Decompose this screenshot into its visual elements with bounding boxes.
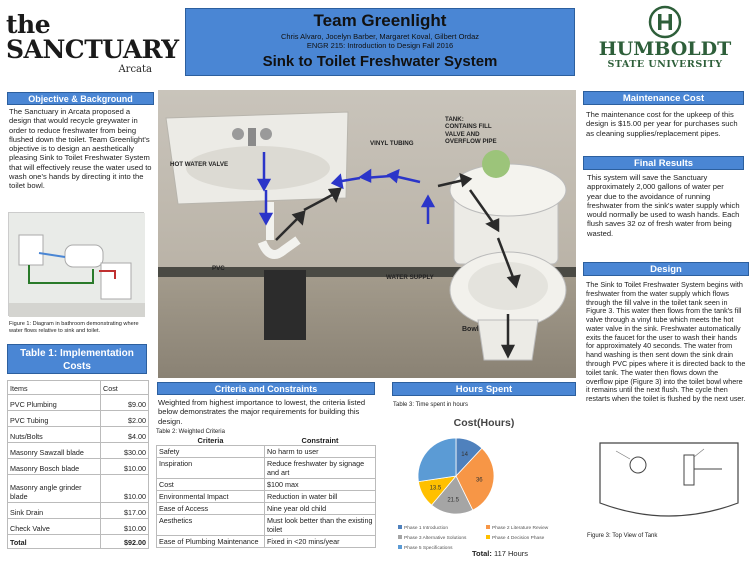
figure1-diagram [8, 212, 144, 316]
results-text: This system will save the Sanctuary approximately 2,000 gallons of water per year due to the avoidance of running freshwater from the sink's water supply which would normally be used to wash hands. Each flush saves 32 oz of fresh water from being wasted. [587, 173, 740, 238]
criteria-cell: Ease of Plumbing Maintenance [157, 536, 265, 548]
constraint-cell: $100 max [265, 479, 376, 491]
total-row [8, 535, 149, 549]
cost-cell: $10.00 [101, 519, 149, 535]
table-row [8, 503, 149, 519]
constraint-cell: Reduce freshwater by signage and art [265, 458, 376, 479]
criteria-heading: Criteria and Constraints [157, 382, 375, 395]
table-row [8, 395, 149, 411]
title-banner [185, 8, 575, 76]
results-heading: Final Results [583, 156, 744, 170]
legend-label: Phase 5 Specifications [404, 546, 453, 551]
col-constraint: Constraint [301, 436, 339, 445]
cost-cell: $10.00 [101, 475, 149, 503]
authors: Chris Alvaro, Jocelyn Barber, Margaret Koval, Gilbert Ordaz [281, 32, 479, 41]
criteria-cell: Ease of Access [157, 503, 265, 515]
table-row [157, 515, 376, 536]
criteria-cell: Cost [157, 479, 265, 491]
label-vinyl-tubing: VINYL TUBING [370, 140, 414, 147]
table1-heading: Table 1: Implementation Costs [7, 344, 147, 374]
hours-total-label: Total: [472, 549, 492, 558]
item-cell: Masonry angle grinder blade [8, 475, 101, 503]
constraint-cell: No harm to user [265, 446, 376, 458]
total-label: Total [8, 535, 101, 549]
label-tank: TANK: CONTAINS FILL VALVE AND OVERFLOW PIPE [445, 116, 497, 146]
cost-cell: $4.00 [101, 427, 149, 443]
item-cell: Masonry Bosch blade [8, 459, 101, 475]
table-row [8, 459, 149, 475]
legend-label: Phase 3 Alternative Solutions [404, 536, 467, 541]
pie-data-label: 14 [461, 452, 468, 459]
cost-cell: $30.00 [101, 443, 149, 459]
item-cell: Nuts/Bolts [8, 427, 101, 443]
table-row [157, 491, 376, 503]
cost-cell: $17.00 [101, 503, 149, 519]
legend-swatch [398, 525, 402, 529]
cost-cell: $2.00 [101, 411, 149, 427]
legend-swatch [398, 545, 402, 549]
course: ENGR 215: Introduction to Design Fall 2016 [306, 41, 454, 50]
table-row [8, 475, 149, 503]
label-pvc: PVC [212, 265, 225, 272]
sanctuary-logo-text: the SANCTUARY [6, 10, 179, 64]
pie-data-label: 13.5 [429, 485, 442, 492]
label-hot-water-valve: HOT WATER VALVE [170, 161, 229, 168]
constraint-cell: Nine year old child [265, 503, 376, 515]
table3-caption: Table 3: Time spent in hours [393, 402, 469, 408]
cost-cell: $9.00 [101, 395, 149, 411]
legend-swatch [486, 525, 490, 529]
table-row [8, 519, 149, 535]
table-row [157, 458, 376, 479]
label-water-supply: WATER SUPPLY [386, 274, 434, 281]
poster-title: Sink to Toilet Freshwater System [262, 53, 498, 70]
table-header-row [157, 436, 376, 446]
legend-label: Phase 1 Introduction [404, 526, 449, 531]
col-criteria: Criteria [197, 436, 224, 445]
team-name: Team Greenlight [313, 11, 447, 30]
hsu-line1: HUMBOLDT [598, 38, 732, 60]
maintenance-heading: Maintenance Cost [583, 91, 744, 105]
pie-data-label: 21.5 [447, 497, 460, 504]
table2-caption: Table 2: Weighted Criteria [156, 429, 225, 435]
constraint-cell: Fixed in <20 mins/year [265, 536, 376, 548]
design-heading: Design [583, 262, 749, 276]
item-cell: Check Valve [8, 519, 101, 535]
pie-data-label: 36 [475, 477, 483, 484]
table-row [157, 446, 376, 458]
table-row [157, 503, 376, 515]
chart-title: Cost(Hours) [453, 417, 515, 429]
hours-total-value: 117 Hours [493, 549, 528, 558]
table-row [8, 443, 149, 459]
criteria-cell: Safety [157, 446, 265, 458]
cost-cell: $10.00 [101, 459, 149, 475]
criteria-cell: Aesthetics [157, 515, 265, 536]
legend-label: Phase 2 Literature Review [492, 526, 549, 531]
objective-heading: Objective & Background [7, 92, 154, 105]
hsu-emblem-icon [648, 5, 682, 39]
hours-chart [392, 412, 576, 562]
col-cost: Cost [101, 381, 149, 395]
hours-total [472, 549, 528, 558]
total-value: $92.00 [101, 535, 149, 549]
table-row [157, 479, 376, 491]
legend-label: Phase 4 Decision Phase [492, 536, 545, 541]
figure1-caption: Figure 1: Diagram in bathroom demonstrating where water flows relative to sink and toilet. [9, 321, 139, 334]
table-header-row [8, 381, 149, 395]
table-row [8, 427, 149, 443]
criteria-cell: Inspiration [157, 458, 265, 479]
maintenance-text: The maintenance cost for the upkeep of this design is $15.00 per year for purchases such as cleaning supplies/replacement pipes. [586, 110, 738, 138]
legend-swatch [486, 535, 490, 539]
design-text: The Sink to Toilet Freshwater System begins with freshwater from the water supply which flows through the fill valve in the toilet tank seen in Figure 3. This water then flows from the tank's fill valve through a vinyl tube which meets the hot water valve in the sink. Freshwater automatically exits the faucet for the user to wash their hands for approximately 40 seconds. The water from hand washing is then sent down the sink drain through PVC pipes where it is directed back to the toilet tank. The water then flows down the overflow pipe (Figure 3) into the toilet bowl where it remains until the next flush. The cycle then restarts when the toilet is flushed by the next user. [586, 280, 746, 404]
figure3-tank-diagram [594, 433, 744, 529]
pie-chart-svg [392, 412, 576, 562]
implementation-costs-table [7, 380, 149, 549]
label-bowl: Bowl [462, 326, 479, 333]
item-cell: PVC Plumbing [8, 395, 101, 411]
constraint-cell: Must look better than the existing toilet [265, 515, 376, 536]
item-cell: Sink Drain [8, 503, 101, 519]
legend-swatch [398, 535, 402, 539]
hsu-logo [585, 5, 745, 75]
criteria-cell: Environmental Impact [157, 491, 265, 503]
objective-text: The Sanctuary in Arcata proposed a design that would recycle greywater in order to reduce freshwater from being flushed down the toilet. Team Greenlight's objective is to design an aesthetically pleasing Sink to Toilet Freshwater System that will effectively reuse the water used to wash one's hands by directing it into the toilet bowl. [9, 107, 152, 190]
table-row [8, 411, 149, 427]
constraint-cell: Reduction in water bill [265, 491, 376, 503]
item-cell: PVC Tubing [8, 411, 101, 427]
sanctuary-logo-sub: Arcata [118, 64, 152, 75]
sanctuary-logo [6, 10, 179, 75]
weighted-criteria-table [156, 436, 376, 548]
hours-heading: Hours Spent [392, 382, 576, 396]
item-cell: Masonry Sawzall blade [8, 443, 101, 459]
figure3-caption: Figure 3: Top View of Tank [587, 533, 658, 539]
col-items: Items [8, 381, 101, 395]
criteria-text: Weighted from highest importance to lowest, the criteria listed below demonstrates the major requirements for building this design. [158, 398, 366, 426]
hsu-line2: STATE UNIVERSITY [607, 59, 723, 70]
table-row [157, 536, 376, 548]
pie-slice [418, 438, 456, 482]
